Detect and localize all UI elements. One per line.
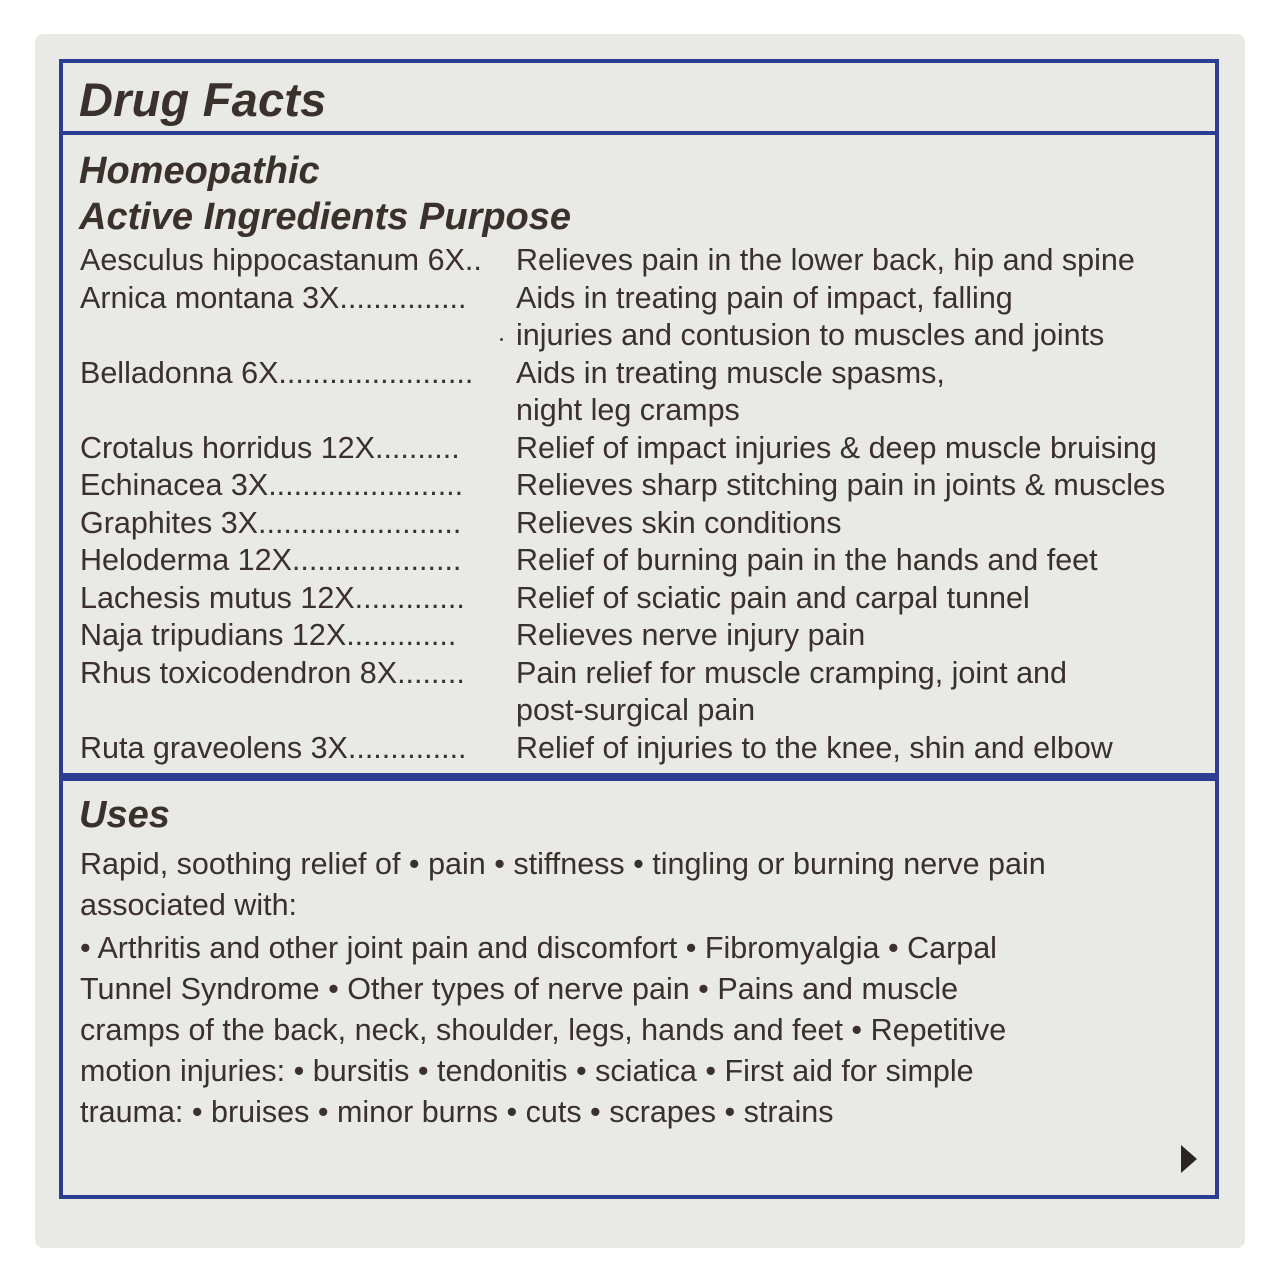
uses-line: associated with: <box>80 888 297 922</box>
homeopathic-heading: Homeopathic <box>79 150 320 192</box>
ingredient-name: Naja tripudians 12X............. <box>80 618 457 652</box>
ingredient-purpose: post-surgical pain <box>516 693 756 727</box>
ingredient-purpose: Aids in treating pain of impact, falling <box>516 280 1013 315</box>
ingredient-purpose: Relief of sciatic pain and carpal tunnel <box>516 580 1030 615</box>
ingredient-purpose: Relief of burning pain in the hands and feet <box>516 543 1098 577</box>
section-divider <box>59 773 1219 781</box>
triangle-right-icon <box>1181 1145 1197 1173</box>
ingredient-purpose: injuries and contusion to muscles and joints <box>516 318 1105 352</box>
ingredient-name: Crotalus horridus 12X.......... <box>80 430 460 465</box>
ingredient-purpose: Relief of impact injuries & deep muscle bruising <box>516 430 1157 465</box>
uses-line: Rapid, soothing relief of • pain • stiffness • tingling or burning nerve pain <box>80 847 1046 881</box>
ingredient-name: Graphites 3X........................ <box>80 505 462 540</box>
ingredient-purpose: Pain relief for muscle cramping, joint and <box>516 655 1067 690</box>
ingredient-name: Aesculus hippocastanum 6X.. <box>80 243 482 277</box>
ingredient-name: Arnica montana 3X............... <box>80 280 467 315</box>
ingredient-name: Heloderma 12X.................... <box>80 543 462 577</box>
speck-mark <box>500 338 503 341</box>
ingredient-purpose: Aids in treating muscle spasms, <box>516 355 945 390</box>
active-ingredients-heading: Active Ingredients Purpose <box>79 196 572 238</box>
uses-heading: Uses <box>79 794 170 836</box>
ingredient-name: Lachesis mutus 12X............. <box>80 580 465 615</box>
uses-line: trauma: • bruises • minor burns • cuts • scrapes • strains <box>80 1095 834 1129</box>
ingredient-name: Echinacea 3X....................... <box>80 468 464 502</box>
title-divider <box>59 131 1219 135</box>
drug-facts-title: Drug Facts <box>79 73 327 126</box>
ingredient-purpose: Relief of injuries to the knee, shin and elbow <box>516 730 1113 765</box>
ingredient-purpose: Relieves pain in the lower back, hip and spine <box>516 243 1135 277</box>
uses-line: Tunnel Syndrome • Other types of nerve pain • Pains and muscle <box>80 972 959 1006</box>
uses-line: motion injuries: • bursitis • tendonitis • sciatica • First aid for simple <box>80 1054 974 1088</box>
ingredient-purpose: night leg cramps <box>516 393 740 427</box>
ingredient-name: Ruta graveolens 3X.............. <box>80 730 467 765</box>
ingredient-purpose: Relieves nerve injury pain <box>516 618 866 652</box>
ingredient-name: Rhus toxicodendron 8X........ <box>80 655 465 690</box>
ingredient-name: Belladonna 6X....................... <box>80 355 474 390</box>
uses-line: cramps of the back, neck, shoulder, legs, hands and feet • Repetitive <box>80 1013 1007 1047</box>
ingredient-purpose: Relieves skin conditions <box>516 505 842 540</box>
uses-line: • Arthritis and other joint pain and discomfort • Fibromyalgia • Carpal <box>80 931 997 965</box>
ingredient-purpose: Relieves sharp stitching pain in joints & muscles <box>516 468 1166 502</box>
